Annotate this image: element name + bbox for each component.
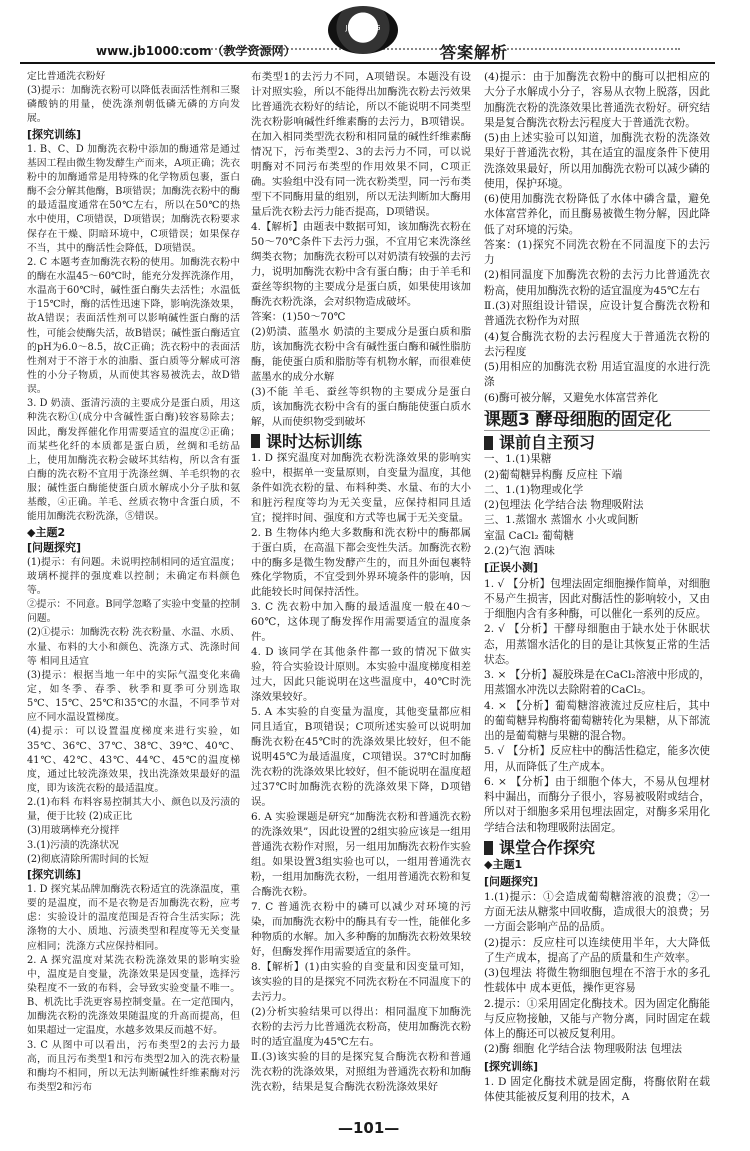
section-banner [484,410,710,431]
paragraph [251,900,471,960]
paragraph [27,853,240,867]
column-left [27,70,240,1095]
paragraph-text: 6. A 实验课题是研究“加酶洗衣粉和普通洗衣粉的洗涤效果”，因此设置的2组实验应该是一组用普通洗衣粉作对照，另一组用加酶洗衣粉作实验组。如果设置3组实验也可以，一组用普通洗衣粉，一组用加酶洗衣粉，一组用普通洗衣粉和复合酶洗衣粉。 [251,811,471,899]
paragraph-text: 3. C 洗衣粉中加入酶的最适温度一般在40～60℃，这体现了酶发挥作用需要适宜的温度条件。 [251,601,471,644]
paragraph-text: [探究训练] [27,127,82,141]
paragraph-text: (2)酶 细胞 化学结合法 物理吸附法 包埋法 [484,1043,682,1056]
paragraph [251,1050,471,1095]
section-banner [484,433,710,453]
paragraph [27,397,240,524]
paragraph [484,299,710,330]
paragraph-text: 1. B、C、D 加酶洗衣粉中添加的酶通常是通过基因工程由微生物发酵生产而来，A项正确；洗衣粉中的加酶通常是用特殊的化学物质包裹，蛋白酶不会分解其他酶，B项错误；加酶洗衣粉中的酶的最适温度通常在50℃左右，所以在50℃的热水中使用，C项错误，D项错误；加酶洗衣粉要求保存在干燥、阴暗环境中，C项错误；如果保存不当，其中的酶活性会降低，D项错误。 [27,143,240,254]
paragraph-text: (2)葡萄糖异构酶 反应柱 下端 [484,468,623,481]
paragraph-text: 1. D 探究某品牌加酶洗衣粉适宜的洗涤温度，重要的是温度，而不是衣物是否加酶洗衣粉，应考虑：实验设计的温度范围是否符合生活实际；洗涤物的大小、质地、污渍类型和程度等无关变量应相同；洗涤方式应保持相同。 [27,884,240,952]
paragraph [251,310,471,325]
section-banner [484,838,710,858]
paragraph-text: 1. D 探究温度对加酶洗衣粉洗涤效果的影响实验中，根据单一变量原则，自变量为温度，其他条件如洗衣粉的量、布料种类、水量、布的大小和脏污程度等均为无关变量，应保持相同且适宜；搅拌时间、强度和方式等也属于无关变量。 [251,451,471,524]
paragraph [251,705,471,810]
paragraph [484,70,710,131]
paragraph [484,936,710,967]
paragraph [484,498,710,513]
paragraph-text: 2. C 本题考查加酶洗衣粉的使用。加酶洗衣粉中的酶在水温45～60℃时，能充分发挥洗涤作用，水温高于60℃时，碱性蛋白酶失去活性；水温低于15℃时，酶的活性迅速下降，影响洗涤效果，故A错误；表面活性剂可以影响碱性蛋白酶的活性，可能会使酶失活，故B错误；碱性蛋白酶适宜的pH为6.0～8.5，故C正确；洗衣粉中的表面活性剂对于不溶于水的油脂、蛋白质等分解成可溶性的小分子物质，从而使其容易被洗去，故D错误。 [27,256,240,396]
paragraph [27,556,240,598]
column-right [484,70,710,1106]
paragraph-text: ◆主题1 [484,858,523,872]
paragraph-text: (5)由上述实验可以知道，加酶洗衣粉的洗涤效果好于普通洗衣粉，其在适宜的温度条件下使用洗涤效果最好，所以用加酶洗衣粉可以减少磷的使用，保护环境。 [484,132,710,190]
paragraph [251,810,471,900]
paragraph-text: [正误小测] [484,561,539,575]
paragraph [484,890,710,936]
paragraph-text: 布类型1的去污力不同，A项错误。本题没有设计对照实验，所以不能得出加酶洗衣粉去污效果比普通洗衣粉好的结论，所以不能说明不同类型洗衣粉影响碱性纤维素酶的去污力，B项错误。在加入相同类型洗衣粉和相同量的碱性纤维素酶情况下，污布类型2、3的去污力不同，可以说明酶对不同污布类型的作用效果不同，C项正确。实验组中没有同一洗衣粉类型，同一污布类型下不同酶用量的组别，所以无法判断加大酶用量后洗衣粉去污力能否提高，D项错误。 [251,71,471,218]
paragraph-text: (2)相同温度下加酶洗衣粉的去污力比普通洗衣粉高，使用加酶洗衣粉的适宜温度为45℃左右 [484,269,710,297]
header-rule [20,62,715,64]
paragraph-text: Ⅱ.(3)对照组设计错误，应设计复合酶洗衣粉和普通洗衣粉作为对照 [484,299,710,328]
paragraph [484,192,710,238]
paragraph [27,796,240,824]
section-heading [484,874,710,889]
paragraph [484,577,710,623]
paragraph-text: 课堂合作探究 [499,838,596,858]
paragraph-text: ②提示：不同意。B同学忽略了实验中变量的控制问题。 [27,599,240,625]
paragraph [251,645,471,705]
paragraph [251,600,471,645]
paragraph-text: (2)①提示：加酶洗衣粉 洗衣粉量、水温、水质、水量、布料的大小和颜色、洗涤方式、洗涤时间等 相同且适宜 [27,627,240,667]
paragraph [27,256,240,397]
paragraph-text: ◆主题2 [27,525,66,539]
page-header [0,0,750,64]
paragraph-text: 2. B 生物体内绝大多数酶和洗衣粉中的酶都属于蛋白质，在高温下都会变性失活。加酶洗衣粉中的酶多是微生物发酵产生的，而且外面包裹特殊化学物质，不宜受到外界环境条件的影响，因此能较长时间保持活性。 [251,526,471,599]
paragraph-text: (4)提示：可以设置温度梯度来进行实验，如35℃、36℃、37℃、38℃、39℃、40℃、41℃、42℃、43℃、44℃、45℃的温度梯度，通过比较洗涤效果，找出洗涤效果最好的温度，即为该洗衣粉的最适温度。 [27,726,240,795]
paragraph-text: 4. D 该同学在其他条件都一致的情况下做实验，符合实验设计原则。本实验中温度梯度相差过大，因此只能说明在这些温度中，40℃时洗涤效果较好。 [251,646,471,704]
paragraph-text: 答案：(1)50～70℃ [251,310,346,323]
paragraph [484,391,710,406]
paragraph-text: 8.【解析】(1)由实验的自变量和因变量可知，该实验的目的是探究不同洗衣粉在不同温度下的去污力。 [251,961,471,1004]
paragraph-text: (1)提示：有问题。未说明控制相同的适宜温度；玻璃杯搅拌的强度难以控制；未确定布料颜色等。 [27,556,240,597]
paragraph-text: 1. D 固定化酶技术就是固定酶，将酶依附在载体使其能被反复利用的技术，A [484,1076,710,1104]
paragraph-text: (2)提示：反应柱可以连续使用半年，大大降低了生产成本，提高了产品的质量和生产效率。 [484,936,710,964]
publisher-logo-icon [328,6,398,54]
paragraph-text: 4.【解析】由题表中数据可知，该加酶洗衣粉在50～70℃条件下去污力强，不宜用它来洗涤丝绸类衣物；加酶洗衣粉可以对奶渍有较强的去污力，说明加酶洗衣粉中含有蛋白酶；由于羊毛和蚕丝等织物的主要成分是蛋白质，如果使用该加酶洗衣粉洗涤，会对织物造成破坏。 [251,220,471,308]
paragraph [251,385,471,430]
paragraph-text: 2.(2)气泡 酒味 [484,544,555,557]
paragraph [27,84,240,126]
paragraph [27,70,240,84]
paragraph-text: (3)用玻璃棒充分搅拌 [27,825,120,837]
paragraph [484,360,710,391]
paragraph [251,1005,471,1050]
paragraph-text: 2.(1)布料 布料容易控制其大小、颜色以及污渍的量，便于比较 (2)成正比 [27,797,240,823]
header-title: 答案解析 [440,43,509,62]
paragraph-text: 1. √ 【分析】包埋法固定细胞操作简单，对细胞不易产生损害，因此对酶活性的影响较小，又由于细胞内含有多种酶，可以催化一系列的反应。 [484,577,710,621]
paragraph-text: 2. A 探究温度对某洗衣粉洗涤效果的影响实验中，温度是自变量，洗涤效果是因变量，选择污染程度不一致的布料，会导致实验变量不唯一。B、机洗比手洗更容易控制变量。在一定范围内，加酶洗衣粉的洗涤效果随温度的升高而提高，但如果超过一定温度，水越多效果反而越不好。 [27,954,240,1037]
paragraph [251,70,471,220]
paragraph [484,775,710,836]
paragraph [251,960,471,1005]
paragraph-text: [问题探究] [27,540,82,554]
paragraph-text: 三、1.蒸馏水 蒸馏水 小火或间断 [484,514,639,527]
paragraph-text: (2)奶渍、蓝墨水 奶渍的主要成分是蛋白质和脂肪，该加酶洗衣粉中含有碱性蛋白酶和碱性脂肪酶，能使蛋白质和脂肪等有机物水解，而很难使蓝墨水的成分水解 [251,325,471,383]
paragraph [484,468,710,483]
paragraph [484,238,710,269]
paragraph-text: 2. √ 【分析】干酵母细胞由于缺水处于休眠状态，用蒸馏水活化的目的是让其恢复正常的生活状态。 [484,623,710,666]
section-heading [484,560,710,575]
paragraph-text: (2)彻底清除所需时间的长短 [27,853,149,865]
paragraph [484,529,710,544]
paragraph-text: 6. × 【分析】由于细胞个体大，不易从包埋材料中漏出，而酶分子很小，容易被吸附或结合，所以对于细胞多采用包埋法固定，对酶多采用化学结合法和物理吸附法固定。 [484,775,710,834]
section-heading [27,541,240,555]
paragraph [27,143,240,256]
paragraph [251,526,471,601]
paragraph-text: 课前自主预习 [499,433,596,453]
paragraph [484,699,710,745]
section-heading [27,128,240,142]
paragraph-text: (6)酶可被分解，又避免水体富营养化 [484,391,658,404]
paragraph-text: (2)包埋法 化学结合法 物理吸附法 [484,499,644,512]
paragraph [27,824,240,838]
paragraph [27,725,240,796]
section-banner [251,431,471,451]
paragraph-text: [探究训练] [484,1059,539,1073]
paragraph-text: 3. × 【分析】凝胶珠是在CaCl₂溶液中形成的，用蒸馏水冲洗以去除附着的CaCl₂。 [484,669,710,697]
paragraph-text: (3)不能 羊毛、蚕丝等织物的主要成分是蛋白质，该加酶洗衣粉中含有的蛋白酶能使蛋白质水解，从而使织物受到破坏 [251,385,471,428]
paragraph [484,330,710,361]
paragraph-text: 答案：(1)探究不同洗衣粉在不同温度下的去污力 [484,238,710,267]
logo-text: JINGBANG [345,24,381,32]
paragraph-text: (3)提示：加酶洗衣粉可以降低表面活性剂和三聚磷酸钠的用量，使洗涤剂朝低磷无磷的方向发展。 [27,85,240,125]
paragraph [484,744,710,775]
paragraph [484,966,710,997]
paragraph [27,954,240,1039]
column-middle [251,70,471,1095]
paragraph-text: 室温 CaCl₂ 葡萄糖 [484,529,574,542]
paragraph [484,483,710,498]
paragraph [484,1042,710,1057]
paragraph-text: 一、1.(1)果糖 [484,453,552,466]
paragraph-text: 3. C 从图中可以看出，污布类型2的去污力最高，而且污布类型1和污布类型2加入的洗衣粉量和酶均不相同，所以无法判断碱性纤维素酶对污布类型2和污布 [27,1039,240,1093]
paragraph-text: 2.提示：①采用固定化酶技术。因为固定化酶能与反应物接触，又能与产物分离，同时固定在载体上的酶还可以被反复利用。 [484,997,710,1041]
paragraph-text: Ⅱ.(3)该实验的目的是探究复合酶洗衣粉和普通洗衣粉的洗涤效果，对照组为普通洗衣粉和加酶洗衣粉，结果是复合酶洗衣粉洗涤效果好 [251,1050,471,1093]
paragraph-text: 5. √ 【分析】反应柱中的酶活性稳定，能多次使用，从而降低了生产成本。 [484,745,710,773]
paragraph [484,131,710,192]
paragraph-text: (2)分析实验结果可以得出：相同温度下加酶洗衣粉的去污力比普通洗衣粉高，使用加酶洗衣粉时的适宜温度为45℃左右。 [251,1006,471,1048]
paragraph-text: [探究训练] [27,867,82,881]
banner-marker-icon [484,841,493,855]
section-heading [27,868,240,882]
paragraph-text: 3. D 奶渍、蛋清污渍的主要成分是蛋白质，用这种洗衣粉①(成分中含碱性蛋白酶)较容易除去；因此，酶发挥催化作用需要适宜的温度②正确；而某些化纤的本质都是蛋白质，丝绸和毛纺品上，使用加酶洗衣粉会破坏其结构，所以含有蛋白酶的洗衣粉不宜用于洗涤丝绸、羊毛织物的衣服；碱性蛋白酶能使蛋白质水解成小分子肽和氨基酸，④正确。羊毛、丝质衣物中含蛋白质，不能用加酶洗衣粉洗涤，⑤错误。 [27,398,240,523]
paragraph [27,1039,240,1096]
paragraph-text: (4)复合酶洗衣粉的去污程度大于普通洗衣粉的去污程度 [484,330,710,358]
banner-marker-icon [484,436,493,450]
paragraph [484,268,710,299]
paragraph-text: (5)用相应的加酶洗衣粉 用适宜温度的水进行洗涤 [484,361,710,389]
paragraph-text: 7. C 普通洗衣粉中的磷可以减少对环境的污染，而加酶洗衣粉中的酶具有专一性，能催化多种物质的水解。加入多种酶的加酶洗衣粉效果较好，但酶发挥作用需要适宜的条件。 [251,901,471,959]
paragraph-text: 课时达标训练 [266,431,363,451]
paragraph-text: 5. A 本实验的自变量为温度，其他变量都应相同且适宜，B项错误；C项所述实验可以说明加酶洗衣粉在45℃时的洗涤效果比较好，但不能说明45℃为最适温度，C项错误。37℃时加酶洗衣粉的洗涤效果比较好，但不能说明在温度超过37℃时加酶洗衣粉的洗涤效果下降，D项错误。 [251,706,471,809]
paragraph [484,622,710,668]
paragraph-text: [问题探究] [484,874,539,888]
header-url: www.jb1000.com（教学资源网） [96,44,296,58]
section-heading [484,1059,710,1074]
paragraph [484,452,710,467]
paragraph [484,668,710,699]
paragraph-text: 定比普通洗衣粉好 [27,71,106,82]
paragraph [251,220,471,310]
paragraph-text: 课题3 酵母细胞的固定化 [484,409,672,430]
paragraph [27,883,240,954]
paragraph-text: 1.(1)提示：①会造成葡萄糖溶液的浪费；②一方面无法从糖浆中回收酶，造成很大的浪费；另一方面会影响产品的品质。 [484,890,710,934]
paragraph [27,598,240,626]
paragraph-text: (3)提示：根据当地一年中的实际气温变化来确定，如冬季、春季、秋季和夏季可分别选取5℃、15℃、25℃和35℃的水温，不同季节对应不同水温设置梯度。 [27,669,240,724]
paragraph-text: 3.(1)污渍的洗涤状况 [27,839,119,851]
paragraph [27,839,240,853]
banner-marker-icon [251,434,260,448]
paragraph [484,1075,710,1106]
section-heading [27,526,240,540]
paragraph-text: (3)包埋法 将微生物细胞包埋在不溶于水的多孔性载体中 成本更低，操作更容易 [484,967,710,995]
paragraph [484,997,710,1043]
paragraph [484,544,710,559]
paragraph-text: 4. × 【分析】葡萄糖溶液流过反应柱后，其中的葡萄糖异构酶将葡萄糖转化为果糖，从下部流出的是葡萄糖与果糖的混合物。 [484,699,710,743]
paragraph [251,325,471,385]
page-number: —101— [338,1119,400,1137]
paragraph [27,669,240,726]
paragraph [251,451,471,526]
paragraph-text: (6)使用加酶洗衣粉降低了水体中磷含量，避免水体富营养化，而且酶易被微生物分解，因此降低了对环境的污染。 [484,193,710,236]
paragraph [27,626,240,668]
paragraph-text: (4)提示：由于加酶洗衣粉中的酶可以把相应的大分子水解成小分子，容易从衣物上脱落，因此加酶洗衣粉的洗涤效果比普通洗衣粉好。研究结果是复合酶洗衣粉去污程度大于普通洗衣粉。 [484,71,710,129]
paragraph [484,513,710,528]
paragraph-text: 二、1.(1)物理或化学 [484,483,584,496]
section-heading [484,857,710,872]
